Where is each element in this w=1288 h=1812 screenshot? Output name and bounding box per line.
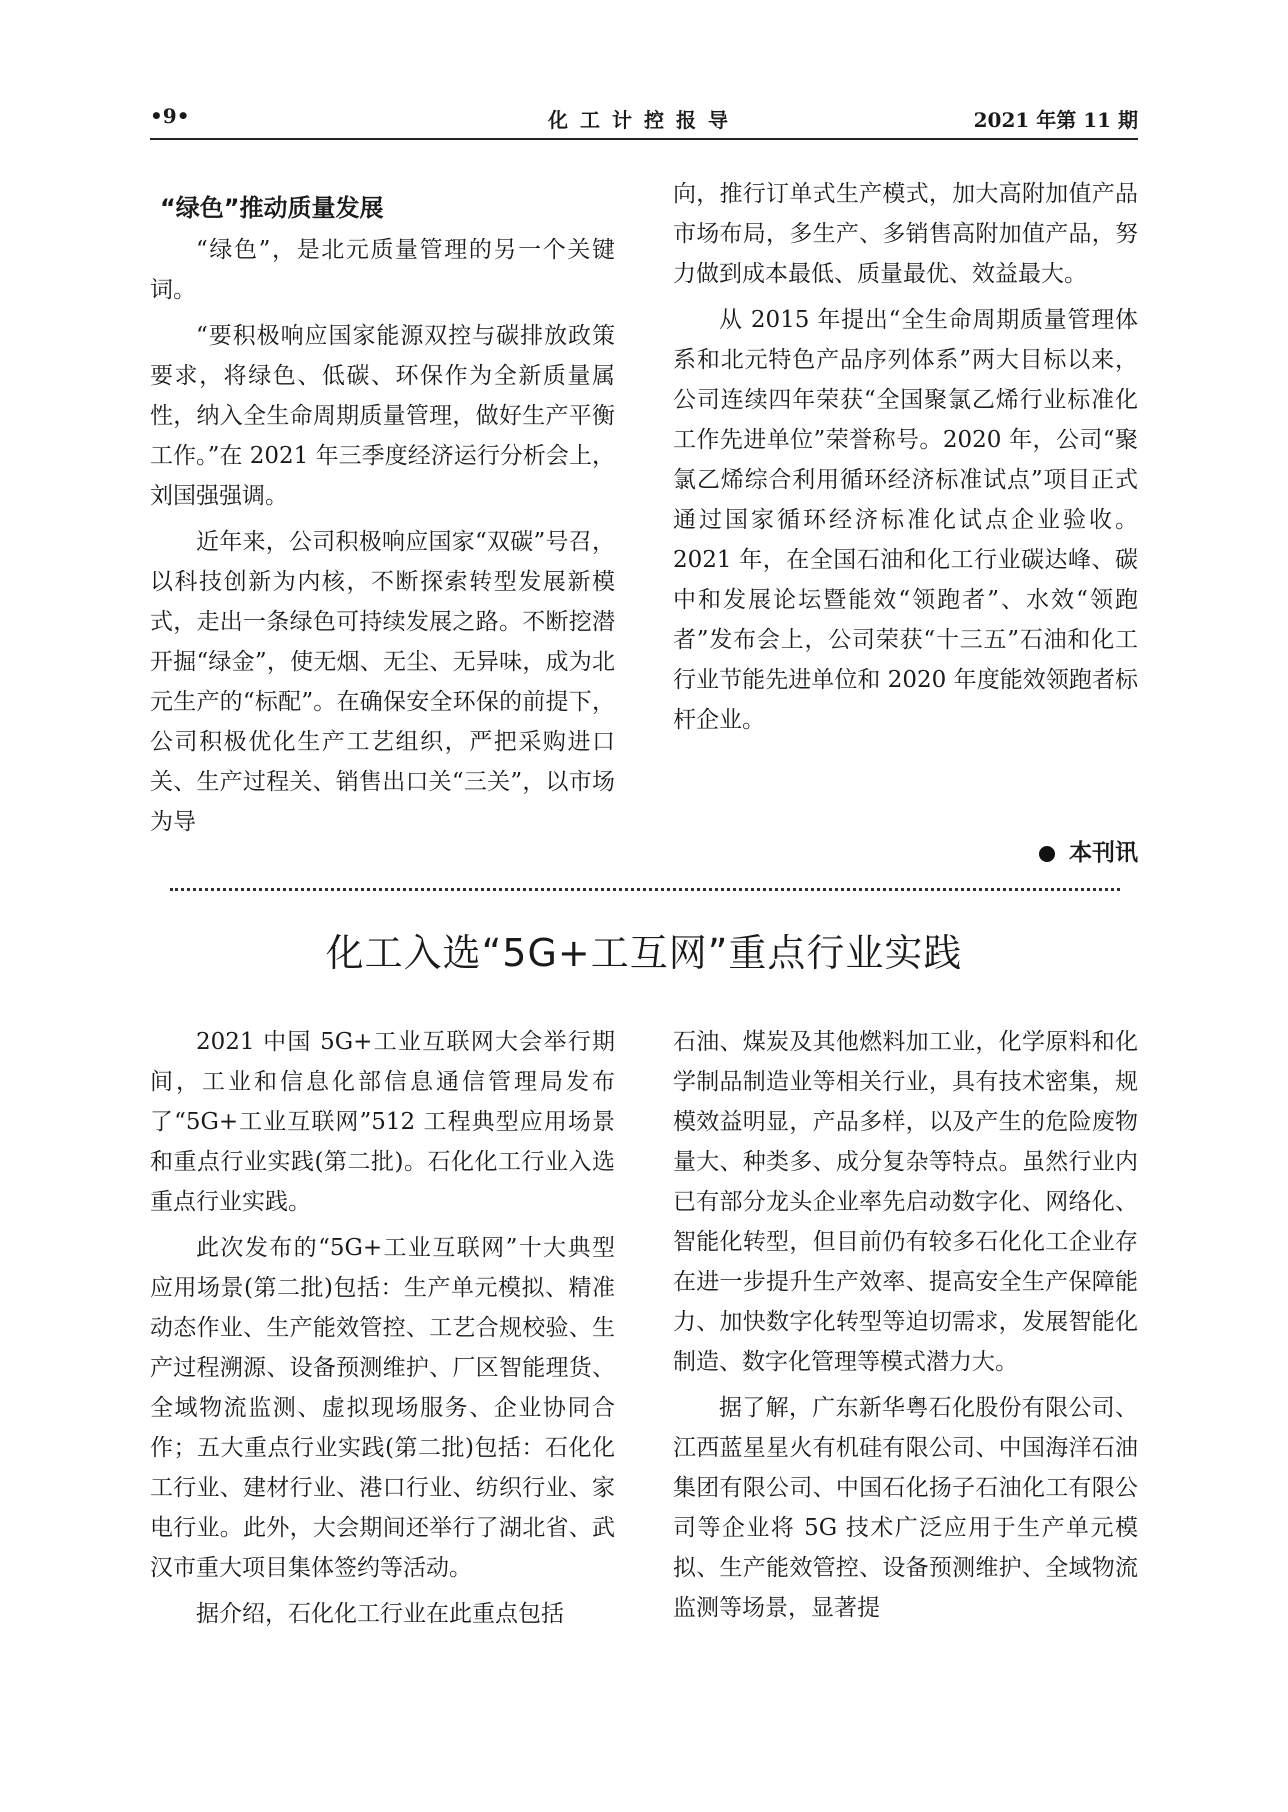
paragraph: “要积极响应国家能源双控与碳排放政策要求，将绿色、低碳、环保作为全新质量属性，纳入全生命周期质量管理，做好生产平衡工作。”在 2021 年三季度经济运行分析会上，刘国强强调。 (150, 323, 615, 509)
bullet-icon (1039, 846, 1055, 862)
journal-name: 化工计控报导 (548, 108, 740, 132)
source-label: 本刊讯 (1069, 840, 1138, 866)
article2-left-column (150, 1022, 615, 1640)
paragraph: 据介绍，石化化工行业在此重点包括 (196, 1601, 564, 1627)
paragraph: 从 2015 年提出“全生命周期质量管理体系和北元特色产品序列体系”两大目标以来，公司连续四年荣获“全国聚氯乙烯行业标准化工作先进单位”荣誉称号。2020 年，公司“聚氯乙烯综合利用循环经济标准试点”项目正式通过国家循环经济标准化试点企业验收。2021 年，在全国石油和化工行业碳达峰、碳中和发展论坛暨能效“领跑者”、水效“领跑者”发布会上，公司荣获“十三五”石油和化工行业节能先进单位和 2020 年度能效领跑者标杆企业。 (673, 307, 1138, 733)
article1-left-column (150, 188, 615, 848)
page-header (150, 102, 1138, 140)
article2-right-column (673, 1022, 1138, 1634)
article-source (1039, 834, 1138, 867)
paragraph-continuation: 向，推行订单式生产模式，加大高附加值产品市场布局，多生产、多销售高附加值产品，努力做到成本最低、质量最优、效益最大。 (673, 181, 1138, 287)
page-number: •9• (150, 104, 190, 128)
paragraph: 据了解，广东新华粤石化股份有限公司、江西蓝星星火有机硅有限公司、中国海洋石油集团有限公司、中国石化扬子石油化工有限公司等企业将 5G 技术广泛应用于生产单元模拟、生产能效管控、设备预测维护、全域物流监测等场景，显著提 (673, 1395, 1138, 1621)
article1-right-column (673, 174, 1138, 746)
issue-label: 2021 年第 11 期 (973, 108, 1138, 132)
paragraph: 此次发布的“5G+工业互联网”十大典型应用场景(第二批)包括：生产单元模拟、精准动态作业、生产能效管控、工艺合规校验、生产过程溯源、设备预测维护、厂区智能理货、全域物流监测、虚拟现场服务、企业协同合作；五大重点行业实践(第二批)包括：石化化工行业、建材行业、港口行业、纺织行业、家电行业。此外，大会期间还举行了湖北省、武汉市重大项目集体签约等活动。 (150, 1235, 615, 1581)
paragraph: “绿色”，是北元质量管理的另一个关键词。 (150, 237, 615, 303)
dotted-divider (170, 888, 1120, 891)
paragraph: 2021 中国 5G+工业互联网大会举行期间，工业和信息化部信息通信管理局发布了“5G+工业互联网”512 工程典型应用场景和重点行业实践(第二批)。石化化工行业入选重点行业实践。 (150, 1029, 615, 1215)
article-title: 化工入选“5G+工互网”重点行业实践 (325, 931, 963, 975)
paragraph-continuation: 石油、煤炭及其他燃料加工业，化学原料和化学制品制造业等相关行业，具有技术密集，规模效益明显，产品多样，以及产生的危险废物量大、种类多、成分复杂等特点。虽然行业内已有部分龙头企业率先启动数字化、网络化、智能化转型，但目前仍有较多石化化工企业存在进一步提升生产效率、提高安全生产保障能力、加快数字化转型等迫切需求，发展智能化制造、数字化管理等模式潜力大。 (673, 1029, 1138, 1375)
paragraph: 近年来，公司积极响应国家“双碳”号召，以科技创新为内核，不断探索转型发展新模式，走出一条绿色可持续发展之路。不断挖潜开掘“绿金”，使无烟、无尘、无异味，成为北元生产的“标配”。在确保安全环保的前提下，公司积极优化生产工艺组织，严把采购进口关、生产过程关、销售出口关“三关”，以市场为导 (150, 529, 615, 835)
section-heading: “绿色”推动质量发展 (160, 194, 384, 222)
